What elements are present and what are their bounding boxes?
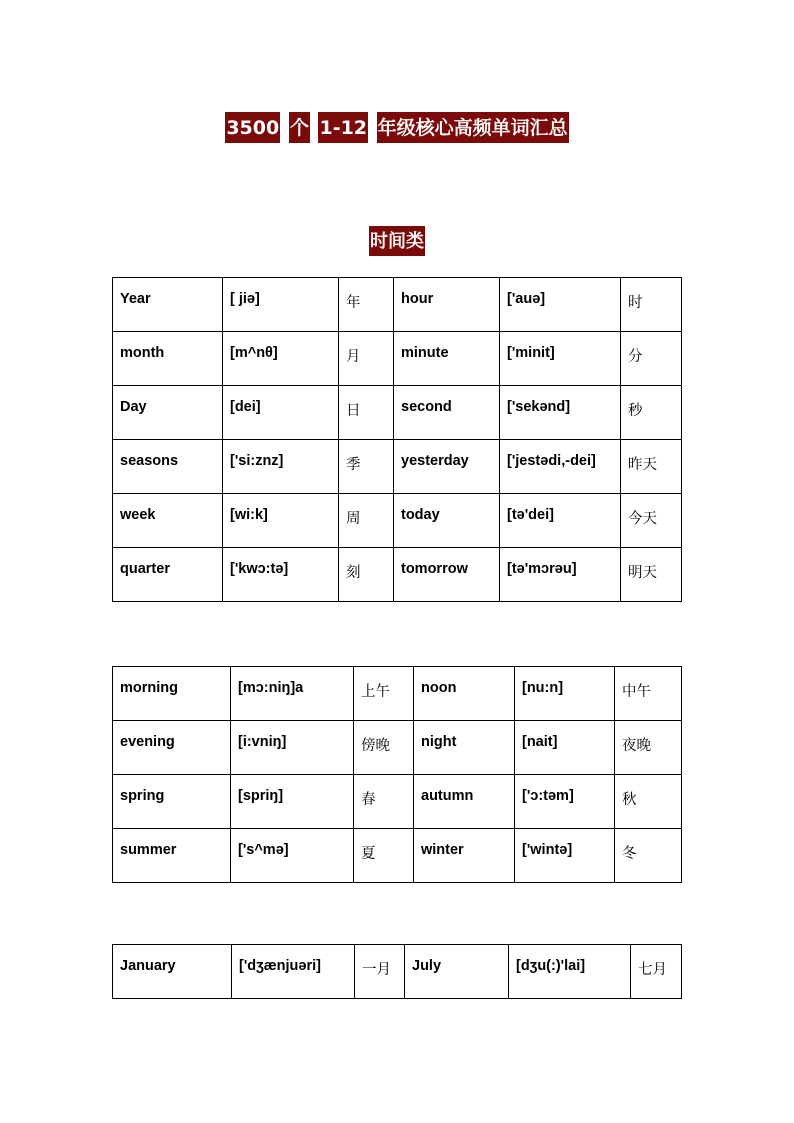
phonetic-cell: [dʒu(:)'lai] xyxy=(509,945,631,999)
phonetic-cell: ['si:znz] xyxy=(223,440,339,494)
word-cell: month xyxy=(113,332,223,386)
phonetic-cell: ['sekənd] xyxy=(500,386,621,440)
phonetic-cell: [tə'mɔrəu] xyxy=(500,548,621,602)
table-row xyxy=(113,332,682,386)
meaning-cell: 七月 xyxy=(631,945,682,999)
table-row xyxy=(113,775,682,829)
vocab-table-daytime-seasons xyxy=(112,666,682,883)
table-row xyxy=(113,440,682,494)
vocab-table-months xyxy=(112,944,682,999)
meaning-cell: 傍晚 xyxy=(354,721,414,775)
meaning-cell: 中午 xyxy=(615,667,682,721)
meaning-cell: 刻 xyxy=(339,548,394,602)
table-row xyxy=(113,945,682,999)
word-cell: summer xyxy=(113,829,231,883)
meaning-cell: 明天 xyxy=(621,548,682,602)
table-row xyxy=(113,667,682,721)
table-row xyxy=(113,721,682,775)
meaning-cell: 季 xyxy=(339,440,394,494)
phonetic-cell: ['wintə] xyxy=(515,829,615,883)
meaning-cell: 昨天 xyxy=(621,440,682,494)
phonetic-cell: ['ɔ:təm] xyxy=(515,775,615,829)
meaning-cell: 分 xyxy=(621,332,682,386)
word-cell: second xyxy=(394,386,500,440)
word-cell: noon xyxy=(414,667,515,721)
meaning-cell: 秋 xyxy=(615,775,682,829)
phonetic-cell: ['s^mə] xyxy=(231,829,354,883)
meaning-cell: 秒 xyxy=(621,386,682,440)
section-heading xyxy=(0,233,794,251)
phonetic-cell: ['kwɔ:tə] xyxy=(223,548,339,602)
word-cell: Day xyxy=(113,386,223,440)
title-part: 1-12 xyxy=(318,112,368,143)
word-cell: minute xyxy=(394,332,500,386)
word-cell: winter xyxy=(414,829,515,883)
title-part: 年级核心高频单词汇总 xyxy=(377,112,569,143)
phonetic-cell: ['jestədi,-dei] xyxy=(500,440,621,494)
phonetic-cell: ['dʒænjuəri] xyxy=(232,945,355,999)
phonetic-cell: [dei] xyxy=(223,386,339,440)
word-cell: autumn xyxy=(414,775,515,829)
section-label: 时间类 xyxy=(369,226,425,256)
meaning-cell: 月 xyxy=(339,332,394,386)
phonetic-cell: ['auə] xyxy=(500,278,621,332)
title-part: 3500 xyxy=(225,112,280,143)
word-cell: Year xyxy=(113,278,223,332)
phonetic-cell: [mɔ:niŋ]a xyxy=(231,667,354,721)
meaning-cell: 春 xyxy=(354,775,414,829)
word-cell: hour xyxy=(394,278,500,332)
word-cell: evening xyxy=(113,721,231,775)
word-cell: today xyxy=(394,494,500,548)
vocab-table-time xyxy=(112,277,682,602)
word-cell: yesterday xyxy=(394,440,500,494)
meaning-cell: 上午 xyxy=(354,667,414,721)
word-cell: night xyxy=(414,721,515,775)
word-cell: morning xyxy=(113,667,231,721)
phonetic-cell: ['minit] xyxy=(500,332,621,386)
table-row xyxy=(113,829,682,883)
table-row xyxy=(113,386,682,440)
word-cell: January xyxy=(113,945,232,999)
phonetic-cell: [ jiə] xyxy=(223,278,339,332)
page-title xyxy=(0,119,794,138)
meaning-cell: 夜晚 xyxy=(615,721,682,775)
phonetic-cell: [i:vniŋ] xyxy=(231,721,354,775)
phonetic-cell: [spriŋ] xyxy=(231,775,354,829)
word-cell: spring xyxy=(113,775,231,829)
meaning-cell: 时 xyxy=(621,278,682,332)
word-cell: quarter xyxy=(113,548,223,602)
meaning-cell: 夏 xyxy=(354,829,414,883)
meaning-cell: 周 xyxy=(339,494,394,548)
meaning-cell: 今天 xyxy=(621,494,682,548)
table-row xyxy=(113,278,682,332)
phonetic-cell: [m^nθ] xyxy=(223,332,339,386)
title-part: 个 xyxy=(289,112,310,143)
table-row xyxy=(113,548,682,602)
word-cell: seasons xyxy=(113,440,223,494)
word-cell: week xyxy=(113,494,223,548)
phonetic-cell: [nu:n] xyxy=(515,667,615,721)
table-row xyxy=(113,494,682,548)
meaning-cell: 冬 xyxy=(615,829,682,883)
phonetic-cell: [wi:k] xyxy=(223,494,339,548)
word-cell: July xyxy=(405,945,509,999)
meaning-cell: 一月 xyxy=(355,945,405,999)
phonetic-cell: [nait] xyxy=(515,721,615,775)
meaning-cell: 日 xyxy=(339,386,394,440)
meaning-cell: 年 xyxy=(339,278,394,332)
phonetic-cell: [tə'dei] xyxy=(500,494,621,548)
word-cell: tomorrow xyxy=(394,548,500,602)
